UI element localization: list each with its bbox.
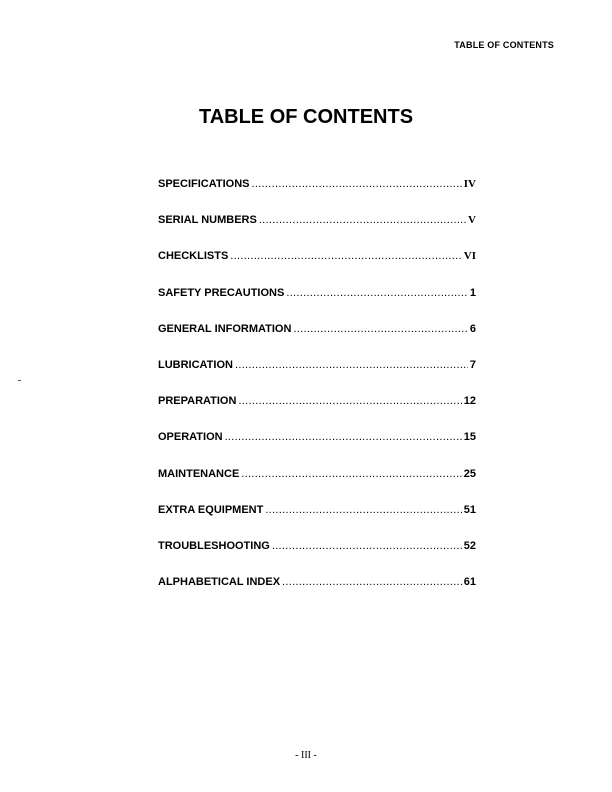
toc-entry-page: 1 — [469, 286, 476, 299]
toc-entry-preparation[interactable] — [158, 395, 476, 431]
toc-entry-page: 6 — [469, 322, 476, 335]
toc-entry-page: 51 — [463, 503, 476, 516]
toc-entry-checklists[interactable] — [158, 250, 476, 286]
toc-entry-page: 61 — [463, 576, 476, 589]
toc-entry-label: GENERAL INFORMATION — [158, 322, 292, 335]
toc-entry-page: 15 — [463, 431, 476, 444]
dot-leader — [293, 323, 467, 335]
toc-entry-safety-precautions[interactable] — [158, 287, 476, 323]
toc-entry-label: SERIAL NUMBERS — [158, 214, 257, 227]
dot-leader — [282, 576, 462, 588]
toc-entry-label: SAFETY PRECAUTIONS — [158, 286, 285, 299]
toc-entry-label: SPECIFICATIONS — [158, 178, 250, 190]
toc-entry-alphabetical-index[interactable] — [158, 576, 476, 612]
page-title: TABLE OF CONTENTS — [198, 106, 414, 128]
toc-entry-page: VI — [463, 250, 476, 263]
dot-leader — [235, 359, 468, 371]
table-of-contents — [158, 178, 476, 612]
toc-entry-general-information[interactable] — [158, 323, 476, 359]
dot-leader — [238, 395, 461, 407]
page-number: - III - — [295, 750, 317, 761]
toc-entry-label: ALPHABETICAL INDEX — [158, 576, 281, 589]
toc-entry-page: 7 — [469, 358, 476, 371]
dot-leader — [241, 468, 461, 480]
toc-entry-page: V — [468, 214, 476, 227]
toc-entry-label: TROUBLESHOOTING — [158, 539, 270, 552]
stray-mark — [18, 380, 21, 381]
toc-entry-label: EXTRA EQUIPMENT — [158, 503, 264, 516]
running-header: TABLE OF CONTENTS — [454, 40, 554, 50]
dot-leader — [259, 214, 466, 226]
toc-entry-label: CHECKLISTS — [158, 250, 229, 263]
toc-entry-label: OPERATION — [158, 431, 223, 444]
toc-entry-page: 12 — [463, 395, 476, 408]
toc-entry-troubleshooting[interactable] — [158, 540, 476, 576]
dot-leader — [251, 178, 461, 190]
toc-entry-page: 52 — [463, 539, 476, 552]
dot-leader — [230, 250, 461, 262]
toc-entry-label: MAINTENANCE — [158, 467, 240, 480]
toc-entry-specifications[interactable] — [158, 178, 476, 214]
toc-entry-operation[interactable] — [158, 431, 476, 467]
toc-entry-label: PREPARATION — [158, 395, 237, 408]
toc-entry-page: 25 — [463, 467, 476, 480]
toc-entry-lubrication[interactable] — [158, 359, 476, 395]
toc-entry-label: LUBRICATION — [158, 358, 233, 371]
dot-leader — [265, 504, 461, 516]
dot-leader — [286, 287, 468, 299]
dot-leader — [272, 540, 462, 552]
toc-entry-extra-equipment[interactable] — [158, 504, 476, 540]
toc-entry-serial-numbers[interactable] — [158, 214, 476, 250]
dot-leader — [225, 431, 462, 443]
toc-entry-maintenance[interactable] — [158, 468, 476, 504]
toc-entry-page: IV — [463, 178, 476, 190]
